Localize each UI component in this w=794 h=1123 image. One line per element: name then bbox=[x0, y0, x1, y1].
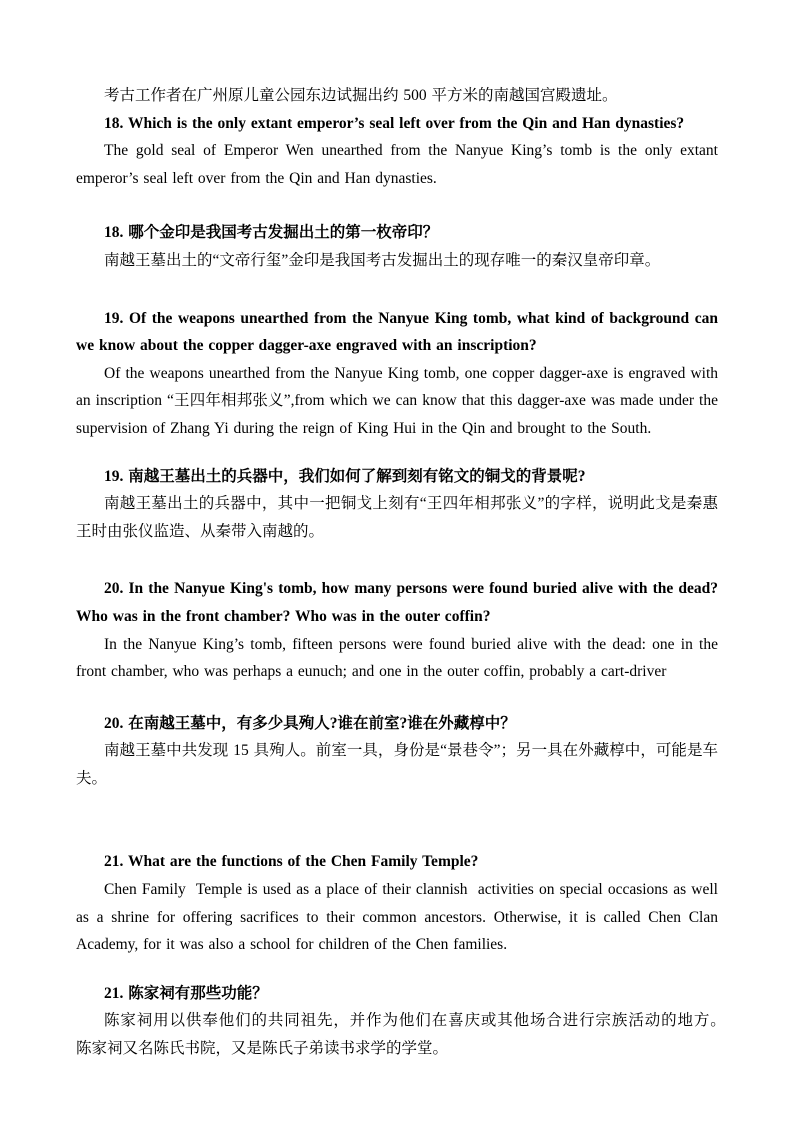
answer-18-en: The gold seal of Emperor Wen unearthed from the Nanyue King’s tomb is the only extant emperor’s seal left over from the Qin and Han dynasties. bbox=[76, 142, 723, 187]
question-19-en: 19. Of the weapons unearthed from the Nanyue King tomb, what kind of background can we know about the copper dagger-axe engraved with an inscription? bbox=[76, 309, 723, 355]
answer-19-en: Of the weapons unearthed from the Nanyue King tomb, one copper dagger-axe is engraved with an inscription “王四年相邦张义”,from which we can know that this dagger-axe was made under the supervision of Zhang Yi during the reign of King Hui in the Qin and brought to the South. bbox=[76, 364, 723, 437]
question-18-cn: 18. 哪个金印是我国考古发掘出土的第一枚帝印？ bbox=[104, 224, 439, 242]
answer-21-cn: 陈家祠用以供奉他们的共同祖先，并作为他们在喜庆或其他场合进行宗族活动的地方。 陈家祠又名陈氏书院，又是陈氏子弟读书求学的学堂。 bbox=[76, 1012, 750, 1058]
answer-19-cn: 南越王墓出土的兵器中，其中一把铜戈上刻有“王四年相邦张义”的字样，说明此戈是秦惠王时由张仪监造、从秦带入南越的。 bbox=[76, 495, 718, 540]
answer-20-cn: 南越王墓中共发现 15 具殉人。前室一具，身份是“景巷令”；另一具在外藏椁中，可能是车夫。 bbox=[76, 742, 718, 787]
document-body bbox=[76, 82, 750, 1063]
question-18-en: 18. Which is the only extant emperor’s seal left over from the Qin and Han dynasties? bbox=[104, 114, 685, 132]
answer-20-en: In the Nanyue King’s tomb, fifteen persons were found buried alive with the dead: one in the front chamber, who was perhaps a eunuch; and one in the outer coffin, probably a cart-driver bbox=[76, 635, 723, 681]
answer-18-cn: 南越王墓出土的“文帝行玺”金印是我国考古发掘出土的现存唯一的秦汉皇帝印章。 bbox=[104, 251, 661, 269]
question-19-cn: 19. 南越王墓出土的兵器中，我们如何了解到刻有铭文的铜戈的背景呢? bbox=[104, 467, 586, 485]
question-20-cn: 20. 在南越王墓中，有多少具殉人?谁在前室?谁在外藏椁中？ bbox=[104, 714, 516, 732]
intro-paragraph-cn: 考古工作者在广州原儿童公园东边试掘出约 500 平方米的南越国宫殿遗址。 bbox=[104, 87, 618, 104]
answer-21-en: Chen Family Temple is used as a place of their clannish activities on special occasions as well as a shrine for offering sacrifices to their common ancestors. Otherwise, it is called Chen Clan Academy, for it was also a school for children of the Chen families. bbox=[76, 881, 723, 954]
question-20-en: 20. In the Nanyue King's tomb, how many persons were found buried alive with the dead? Who was in the front chamber? Who was in the outer coffin? bbox=[76, 580, 723, 625]
question-21-en: 21. What are the functions of the Chen Family Temple? bbox=[104, 853, 479, 871]
question-21-cn: 21. 陈家祠有那些功能？ bbox=[104, 984, 268, 1002]
